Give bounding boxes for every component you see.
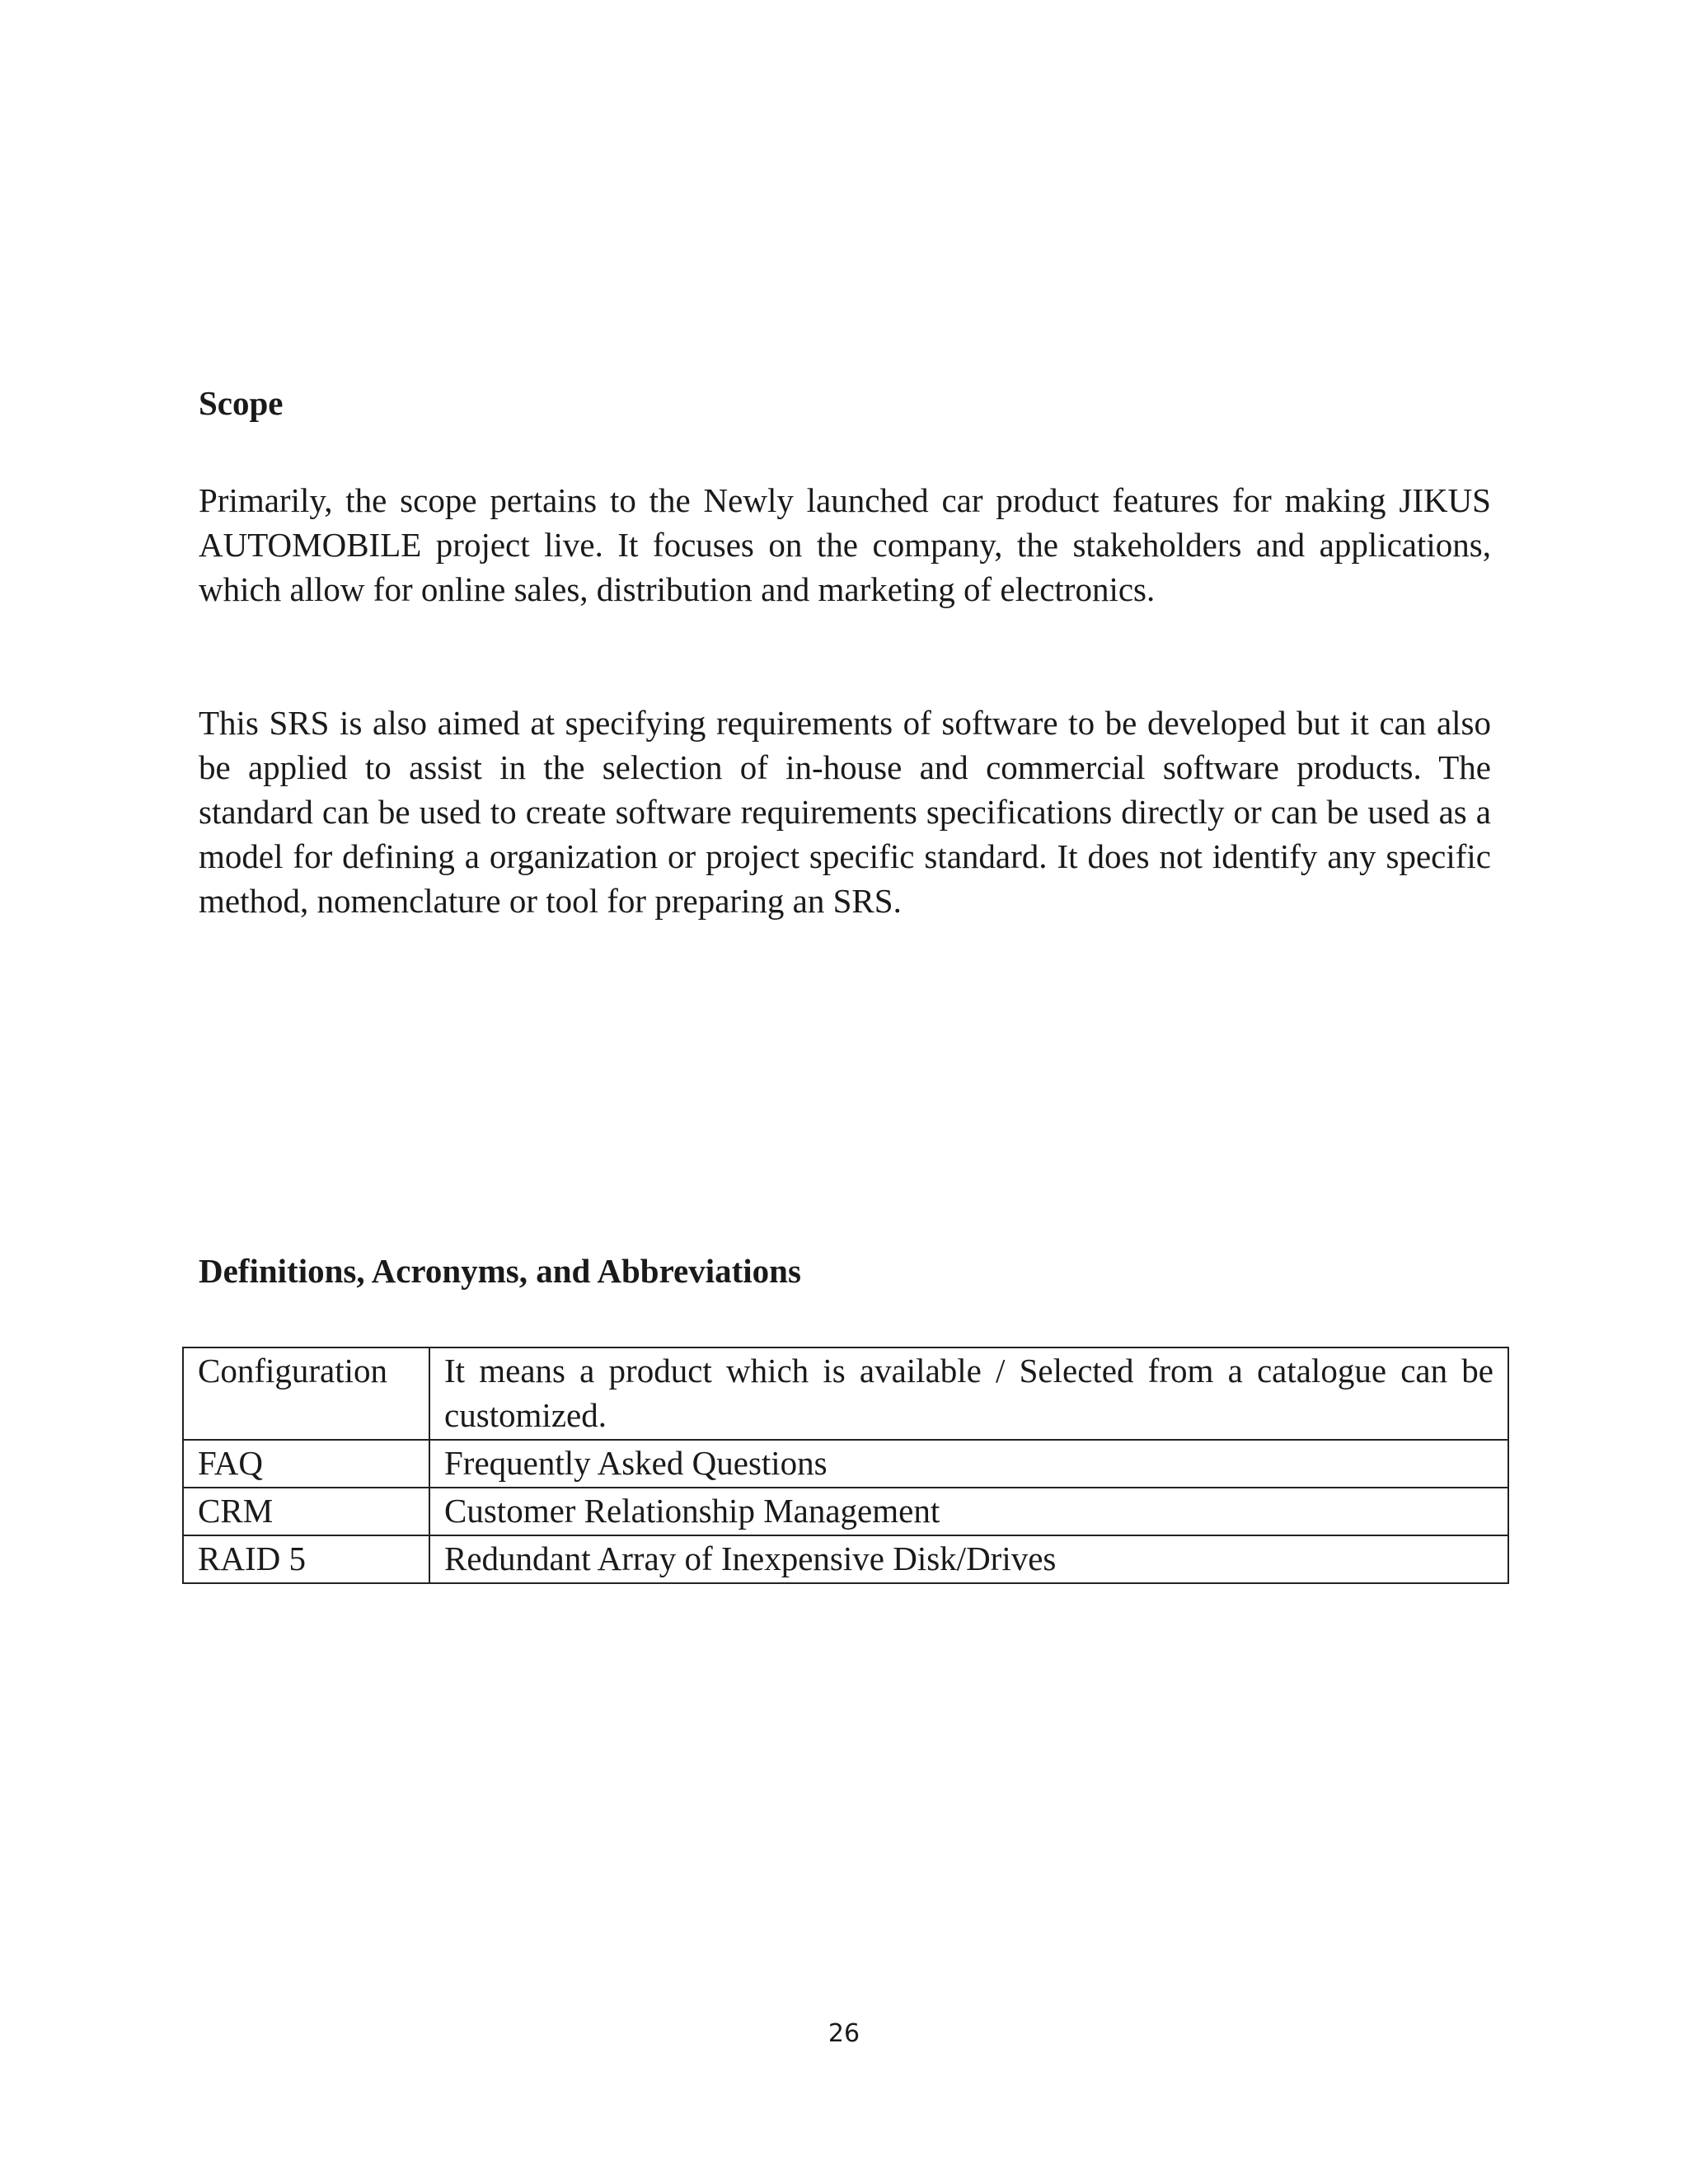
definitions-heading: Definitions, Acronyms, and Abbreviations <box>199 1252 801 1290</box>
table-row <box>183 1440 1508 1488</box>
definition-cell: It means a product which is available / Selected from a catalogue can be customized. <box>429 1347 1508 1440</box>
definitions-table <box>182 1347 1509 1584</box>
definition-cell: Redundant Array of Inexpensive Disk/Drives <box>429 1535 1508 1583</box>
term-cell: RAID 5 <box>183 1535 429 1583</box>
table-row <box>183 1347 1508 1440</box>
term-cell: Configuration <box>183 1347 429 1440</box>
term-cell: CRM <box>183 1488 429 1535</box>
scope-heading: Scope <box>199 384 284 422</box>
scope-paragraph-1: Primarily, the scope pertains to the Newly launched car product features for making JIKUS AUTOMOBILE project live. It focuses on the company, the stakeholders and applications, which allow for online sales, distribution and marketing of electronics. <box>199 481 1491 608</box>
page-number: 26 <box>828 2019 860 2048</box>
definition-cell: Frequently Asked Questions <box>429 1440 1508 1488</box>
definition-cell: Customer Relationship Management <box>429 1488 1508 1535</box>
table-row <box>183 1535 1508 1583</box>
scope-paragraph-2: This SRS is also aimed at specifying requirements of software to be developed but it can also be applied to assist in the selection of in-house and commercial software products. The standard can be used to create software requirements specifications directly or can be used as a model for defining a organization or project specific standard. It does not identify any specific method, nomenclature or tool for preparing an SRS. <box>199 704 1491 920</box>
term-cell: FAQ <box>183 1440 429 1488</box>
table-row <box>183 1488 1508 1535</box>
